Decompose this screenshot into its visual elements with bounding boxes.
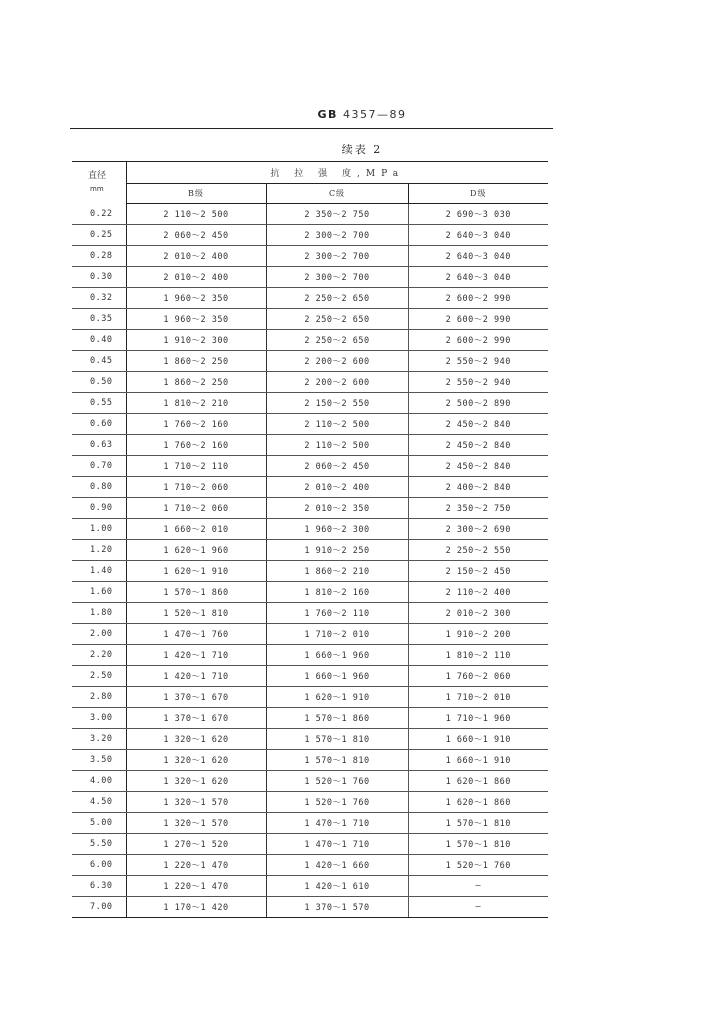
diameter-cell: 6.00 [72, 855, 126, 876]
grade-b-cell: 2 010～2 400 [126, 246, 266, 267]
grade-d-cell: — [408, 897, 548, 918]
diameter-cell: 0.80 [72, 477, 126, 498]
grade-c-cell: 2 300～2 700 [266, 246, 408, 267]
table-container [72, 161, 548, 918]
table-row [72, 645, 548, 666]
grade-b-cell: 1 370～1 670 [126, 687, 266, 708]
diameter-cell: 2.80 [72, 687, 126, 708]
table-row [72, 456, 548, 477]
diameter-cell: 1.60 [72, 582, 126, 603]
grade-c-cell: 1 420～1 660 [266, 855, 408, 876]
table-row [72, 855, 548, 876]
grade-d-cell: 2 640～3 040 [408, 267, 548, 288]
grade-c-cell: 1 470～1 710 [266, 813, 408, 834]
diameter-cell: 2.20 [72, 645, 126, 666]
grade-b-cell: 1 960～2 350 [126, 288, 266, 309]
grade-b-cell: 1 470～1 760 [126, 624, 266, 645]
standard-number: 4357—89 [342, 108, 407, 121]
grade-d-cell: 2 600～2 990 [408, 288, 548, 309]
grade-b-cell: 1 420～1 710 [126, 666, 266, 687]
grade-b-cell: 1 660～2 010 [126, 519, 266, 540]
grade-c-cell: 2 060～2 450 [266, 456, 408, 477]
table-body [72, 204, 548, 918]
grade-d-cell: 1 910～2 200 [408, 624, 548, 645]
grade-d-cell: — [408, 876, 548, 897]
table-row [72, 792, 548, 813]
diameter-cell: 4.00 [72, 771, 126, 792]
table-row [72, 603, 548, 624]
diameter-cell: 0.70 [72, 456, 126, 477]
grade-d-cell: 1 660～1 910 [408, 750, 548, 771]
grade-d-cell: 2 450～2 840 [408, 435, 548, 456]
grade-d-cell: 2 550～2 940 [408, 372, 548, 393]
diameter-cell: 0.35 [72, 309, 126, 330]
grade-d-cell: 1 620～1 860 [408, 771, 548, 792]
grade-c-cell: 2 250～2 650 [266, 288, 408, 309]
grade-c-cell: 2 250～2 650 [266, 330, 408, 351]
diameter-cell: 6.30 [72, 876, 126, 897]
grade-c-cell: 1 960～2 300 [266, 519, 408, 540]
grade-c-cell: 1 860～2 210 [266, 561, 408, 582]
grade-d-cell: 1 810～2 110 [408, 645, 548, 666]
table-row [72, 813, 548, 834]
grade-d-cell: 1 620～1 860 [408, 792, 548, 813]
grade-d-cell: 2 010～2 300 [408, 603, 548, 624]
grade-d-cell: 2 400～2 840 [408, 477, 548, 498]
grade-c-cell: 2 110～2 500 [266, 414, 408, 435]
grade-d-cell: 1 570～1 810 [408, 834, 548, 855]
diameter-cell: 0.60 [72, 414, 126, 435]
diameter-cell: 3.00 [72, 708, 126, 729]
diameter-label: 直径 [88, 170, 107, 181]
table-row [72, 540, 548, 561]
diameter-unit: mm [90, 184, 104, 193]
tensile-strength-header: 抗 拉 强 度,MPa [126, 162, 548, 184]
grade-d-cell: 2 450～2 840 [408, 456, 548, 477]
grade-c-cell: 2 200～2 600 [266, 372, 408, 393]
document-header [0, 108, 724, 121]
table-row [72, 897, 548, 918]
diameter-cell: 3.50 [72, 750, 126, 771]
diameter-cell: 0.22 [72, 204, 126, 225]
grade-b-cell: 1 710～2 060 [126, 498, 266, 519]
grade-b-cell: 2 010～2 400 [126, 267, 266, 288]
grade-c-cell: 1 710～2 010 [266, 624, 408, 645]
diameter-cell: 0.45 [72, 351, 126, 372]
grade-d-cell: 2 350～2 750 [408, 498, 548, 519]
grade-c-cell: 1 370～1 570 [266, 897, 408, 918]
table-row [72, 204, 548, 225]
grade-d-cell: 2 150～2 450 [408, 561, 548, 582]
table-row [72, 771, 548, 792]
table-row [72, 561, 548, 582]
grade-d-cell: 2 600～2 990 [408, 309, 548, 330]
grade-c-cell: 1 470～1 710 [266, 834, 408, 855]
table-row [72, 267, 548, 288]
table-row [72, 477, 548, 498]
table-caption: 续表 2 [341, 143, 383, 156]
table-head [72, 162, 548, 204]
grade-b-cell: 1 570～1 860 [126, 582, 266, 603]
diameter-cell: 1.20 [72, 540, 126, 561]
table-row [72, 834, 548, 855]
grade-b-cell: 1 910～2 300 [126, 330, 266, 351]
grade-b-cell: 1 320～1 570 [126, 813, 266, 834]
diameter-cell: 0.63 [72, 435, 126, 456]
grade-b-cell: 1 220～1 470 [126, 855, 266, 876]
grade-b-cell: 1 860～2 250 [126, 351, 266, 372]
table-row [72, 582, 548, 603]
grade-b-cell: 1 760～2 160 [126, 414, 266, 435]
grade-b-header: B级 [126, 184, 266, 204]
grade-c-cell: 2 110～2 500 [266, 435, 408, 456]
grade-b-cell: 1 710～2 110 [126, 456, 266, 477]
diameter-header [72, 162, 126, 204]
table-row [72, 687, 548, 708]
grade-b-cell: 1 760～2 160 [126, 435, 266, 456]
grade-d-cell: 1 710～1 960 [408, 708, 548, 729]
table-row [72, 624, 548, 645]
diameter-cell: 0.25 [72, 225, 126, 246]
diameter-cell: 1.40 [72, 561, 126, 582]
table-row [72, 393, 548, 414]
grade-d-cell: 1 710～2 010 [408, 687, 548, 708]
grade-b-cell: 1 170～1 420 [126, 897, 266, 918]
header-row-grades [72, 184, 548, 204]
grade-d-cell: 2 640～3 040 [408, 246, 548, 267]
grade-d-cell: 2 300～2 690 [408, 519, 548, 540]
table-row [72, 876, 548, 897]
grade-b-cell: 1 620～1 910 [126, 561, 266, 582]
table-row [72, 519, 548, 540]
grade-b-cell: 1 520～1 810 [126, 603, 266, 624]
table-row [72, 309, 548, 330]
grade-c-cell: 1 570～1 810 [266, 750, 408, 771]
diameter-cell: 0.90 [72, 498, 126, 519]
diameter-cell: 5.00 [72, 813, 126, 834]
grade-c-cell: 2 300～2 700 [266, 267, 408, 288]
grade-b-cell: 1 710～2 060 [126, 477, 266, 498]
grade-d-cell: 2 450～2 840 [408, 414, 548, 435]
diameter-cell: 5.50 [72, 834, 126, 855]
grade-b-cell: 1 810～2 210 [126, 393, 266, 414]
grade-c-cell: 1 810～2 160 [266, 582, 408, 603]
grade-d-cell: 2 690～3 030 [408, 204, 548, 225]
table-row [72, 708, 548, 729]
header-rule [70, 128, 553, 129]
grade-b-cell: 1 860～2 250 [126, 372, 266, 393]
grade-b-cell: 1 320～1 620 [126, 729, 266, 750]
grade-b-cell: 1 220～1 470 [126, 876, 266, 897]
grade-d-cell: 1 660～1 910 [408, 729, 548, 750]
diameter-cell: 0.55 [72, 393, 126, 414]
grade-c-cell: 1 910～2 250 [266, 540, 408, 561]
grade-b-cell: 1 370～1 670 [126, 708, 266, 729]
grade-d-cell: 2 250～2 550 [408, 540, 548, 561]
table-row [72, 330, 548, 351]
grade-d-cell: 2 500～2 890 [408, 393, 548, 414]
grade-d-cell: 1 520～1 760 [408, 855, 548, 876]
grade-c-cell: 2 300～2 700 [266, 225, 408, 246]
grade-c-cell: 2 150～2 550 [266, 393, 408, 414]
grade-c-cell: 2 010～2 400 [266, 477, 408, 498]
grade-b-cell: 2 110～2 500 [126, 204, 266, 225]
grade-b-cell: 1 620～1 960 [126, 540, 266, 561]
table-row [72, 729, 548, 750]
grade-b-cell: 1 320～1 620 [126, 750, 266, 771]
grade-d-header: D级 [408, 184, 548, 204]
grade-c-cell: 1 420～1 610 [266, 876, 408, 897]
grade-b-cell: 1 420～1 710 [126, 645, 266, 666]
diameter-cell: 2.50 [72, 666, 126, 687]
grade-c-cell: 1 660～1 960 [266, 645, 408, 666]
grade-c-cell: 1 520～1 760 [266, 771, 408, 792]
grade-d-cell: 2 550～2 940 [408, 351, 548, 372]
diameter-cell: 1.00 [72, 519, 126, 540]
grade-c-cell: 2 200～2 600 [266, 351, 408, 372]
grade-c-cell: 1 520～1 760 [266, 792, 408, 813]
strength-table [72, 161, 548, 918]
table-row [72, 225, 548, 246]
grade-c-cell: 1 620～1 910 [266, 687, 408, 708]
table-row [72, 435, 548, 456]
grade-d-cell: 1 760～2 060 [408, 666, 548, 687]
grade-d-cell: 1 570～1 810 [408, 813, 548, 834]
diameter-cell: 7.00 [72, 897, 126, 918]
grade-c-header: C级 [266, 184, 408, 204]
grade-c-cell: 2 350～2 750 [266, 204, 408, 225]
grade-c-cell: 2 010～2 350 [266, 498, 408, 519]
grade-c-cell: 2 250～2 650 [266, 309, 408, 330]
diameter-cell: 2.00 [72, 624, 126, 645]
diameter-cell: 0.50 [72, 372, 126, 393]
grade-c-cell: 1 570～1 860 [266, 708, 408, 729]
grade-d-cell: 2 600～2 990 [408, 330, 548, 351]
table-row [72, 351, 548, 372]
diameter-cell: 0.30 [72, 267, 126, 288]
table-row [72, 246, 548, 267]
diameter-cell: 1.80 [72, 603, 126, 624]
standard-code: GB [317, 108, 338, 121]
diameter-cell: 0.28 [72, 246, 126, 267]
table-row [72, 666, 548, 687]
diameter-cell: 3.20 [72, 729, 126, 750]
table-row [72, 750, 548, 771]
grade-c-cell: 1 760～2 110 [266, 603, 408, 624]
grade-b-cell: 1 320～1 570 [126, 792, 266, 813]
grade-d-cell: 2 640～3 040 [408, 225, 548, 246]
diameter-cell: 0.40 [72, 330, 126, 351]
table-row [72, 498, 548, 519]
grade-c-cell: 1 570～1 810 [266, 729, 408, 750]
header-row-top [72, 162, 548, 184]
diameter-cell: 4.50 [72, 792, 126, 813]
table-row [72, 372, 548, 393]
diameter-cell: 0.32 [72, 288, 126, 309]
table-row [72, 414, 548, 435]
table-row [72, 288, 548, 309]
grade-b-cell: 1 270～1 520 [126, 834, 266, 855]
grade-d-cell: 2 110～2 400 [408, 582, 548, 603]
grade-c-cell: 1 660～1 960 [266, 666, 408, 687]
grade-b-cell: 1 320～1 620 [126, 771, 266, 792]
grade-b-cell: 1 960～2 350 [126, 309, 266, 330]
grade-b-cell: 2 060～2 450 [126, 225, 266, 246]
